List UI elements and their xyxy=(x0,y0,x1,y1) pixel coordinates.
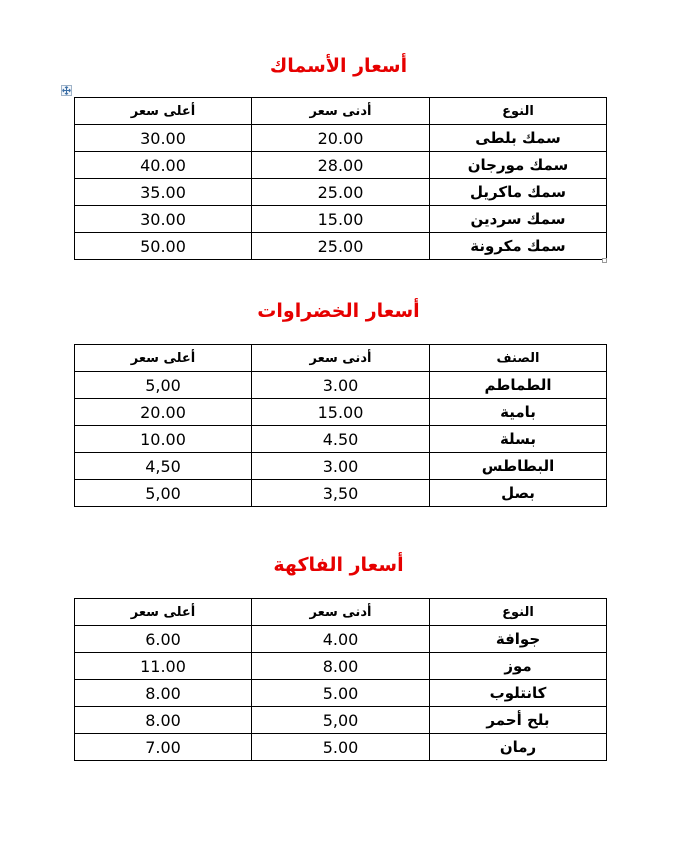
item-name-cell: رمان xyxy=(430,734,607,761)
min-price-cell: 4.00 xyxy=(252,626,430,653)
min-price-cell: 3,50 xyxy=(252,480,430,507)
item-name-cell: الطماطم xyxy=(430,372,607,399)
header-type: النوع xyxy=(430,599,607,626)
item-name-cell: بسلة xyxy=(430,426,607,453)
fish-section-title: أسعار الأسماك xyxy=(269,55,408,77)
fish-price-table xyxy=(74,97,607,260)
header-max-price: أعلى سعر xyxy=(75,98,252,125)
header-min-price: أدنى سعر xyxy=(252,345,430,372)
table-row xyxy=(75,372,607,399)
table-row xyxy=(75,179,607,206)
vegetables-section-title: أسعار الخضراوات xyxy=(257,300,420,322)
table-resize-handle[interactable] xyxy=(602,258,607,263)
max-price-cell: 50.00 xyxy=(75,233,252,260)
min-price-cell: 8.00 xyxy=(252,653,430,680)
max-price-cell: 40.00 xyxy=(75,152,252,179)
table-row xyxy=(75,125,607,152)
item-name-cell: سمك مكرونة xyxy=(430,233,607,260)
item-name-cell: البطاطس xyxy=(430,453,607,480)
max-price-cell: 35.00 xyxy=(75,179,252,206)
table-row xyxy=(75,206,607,233)
item-name-cell: بامية xyxy=(430,399,607,426)
table-row xyxy=(75,233,607,260)
min-price-cell: 20.00 xyxy=(252,125,430,152)
table-move-handle-icon[interactable] xyxy=(61,85,72,96)
fruits-price-table xyxy=(74,598,607,761)
item-name-cell: سمك بلطى xyxy=(430,125,607,152)
max-price-cell: 5,00 xyxy=(75,372,252,399)
min-price-cell: 28.00 xyxy=(252,152,430,179)
table-row xyxy=(75,653,607,680)
vegetables-price-table xyxy=(74,344,607,507)
fruits-section-title: أسعار الفاكهة xyxy=(273,554,404,576)
header-category: الصنف xyxy=(430,345,607,372)
table-row xyxy=(75,426,607,453)
table-header-row xyxy=(75,98,607,125)
table-header-row xyxy=(75,345,607,372)
table-row xyxy=(75,480,607,507)
item-name-cell: سمك سردين xyxy=(430,206,607,233)
max-price-cell: 10.00 xyxy=(75,426,252,453)
min-price-cell: 25.00 xyxy=(252,233,430,260)
table-row xyxy=(75,734,607,761)
header-max-price: أعلى سعر xyxy=(75,345,252,372)
max-price-cell: 30.00 xyxy=(75,125,252,152)
table-row xyxy=(75,707,607,734)
item-name-cell: جوافة xyxy=(430,626,607,653)
table-row xyxy=(75,626,607,653)
max-price-cell: 8.00 xyxy=(75,680,252,707)
min-price-cell: 25.00 xyxy=(252,179,430,206)
table-row xyxy=(75,152,607,179)
header-type: النوع xyxy=(430,98,607,125)
table-row xyxy=(75,399,607,426)
min-price-cell: 5.00 xyxy=(252,734,430,761)
item-name-cell: بصل xyxy=(430,480,607,507)
item-name-cell: موز xyxy=(430,653,607,680)
max-price-cell: 4,50 xyxy=(75,453,252,480)
header-min-price: أدنى سعر xyxy=(252,98,430,125)
header-min-price: أدنى سعر xyxy=(252,599,430,626)
max-price-cell: 7.00 xyxy=(75,734,252,761)
max-price-cell: 5,00 xyxy=(75,480,252,507)
min-price-cell: 5.00 xyxy=(252,680,430,707)
min-price-cell: 5,00 xyxy=(252,707,430,734)
item-name-cell: كانتلوب xyxy=(430,680,607,707)
item-name-cell: بلح أحمر xyxy=(430,707,607,734)
max-price-cell: 8.00 xyxy=(75,707,252,734)
max-price-cell: 6.00 xyxy=(75,626,252,653)
min-price-cell: 3.00 xyxy=(252,372,430,399)
min-price-cell: 3.00 xyxy=(252,453,430,480)
max-price-cell: 11.00 xyxy=(75,653,252,680)
item-name-cell: سمك مورجان xyxy=(430,152,607,179)
max-price-cell: 20.00 xyxy=(75,399,252,426)
item-name-cell: سمك ماكريل xyxy=(430,179,607,206)
table-row xyxy=(75,453,607,480)
min-price-cell: 4.50 xyxy=(252,426,430,453)
min-price-cell: 15.00 xyxy=(252,399,430,426)
table-header-row xyxy=(75,599,607,626)
header-max-price: أعلى سعر xyxy=(75,599,252,626)
max-price-cell: 30.00 xyxy=(75,206,252,233)
min-price-cell: 15.00 xyxy=(252,206,430,233)
table-row xyxy=(75,680,607,707)
